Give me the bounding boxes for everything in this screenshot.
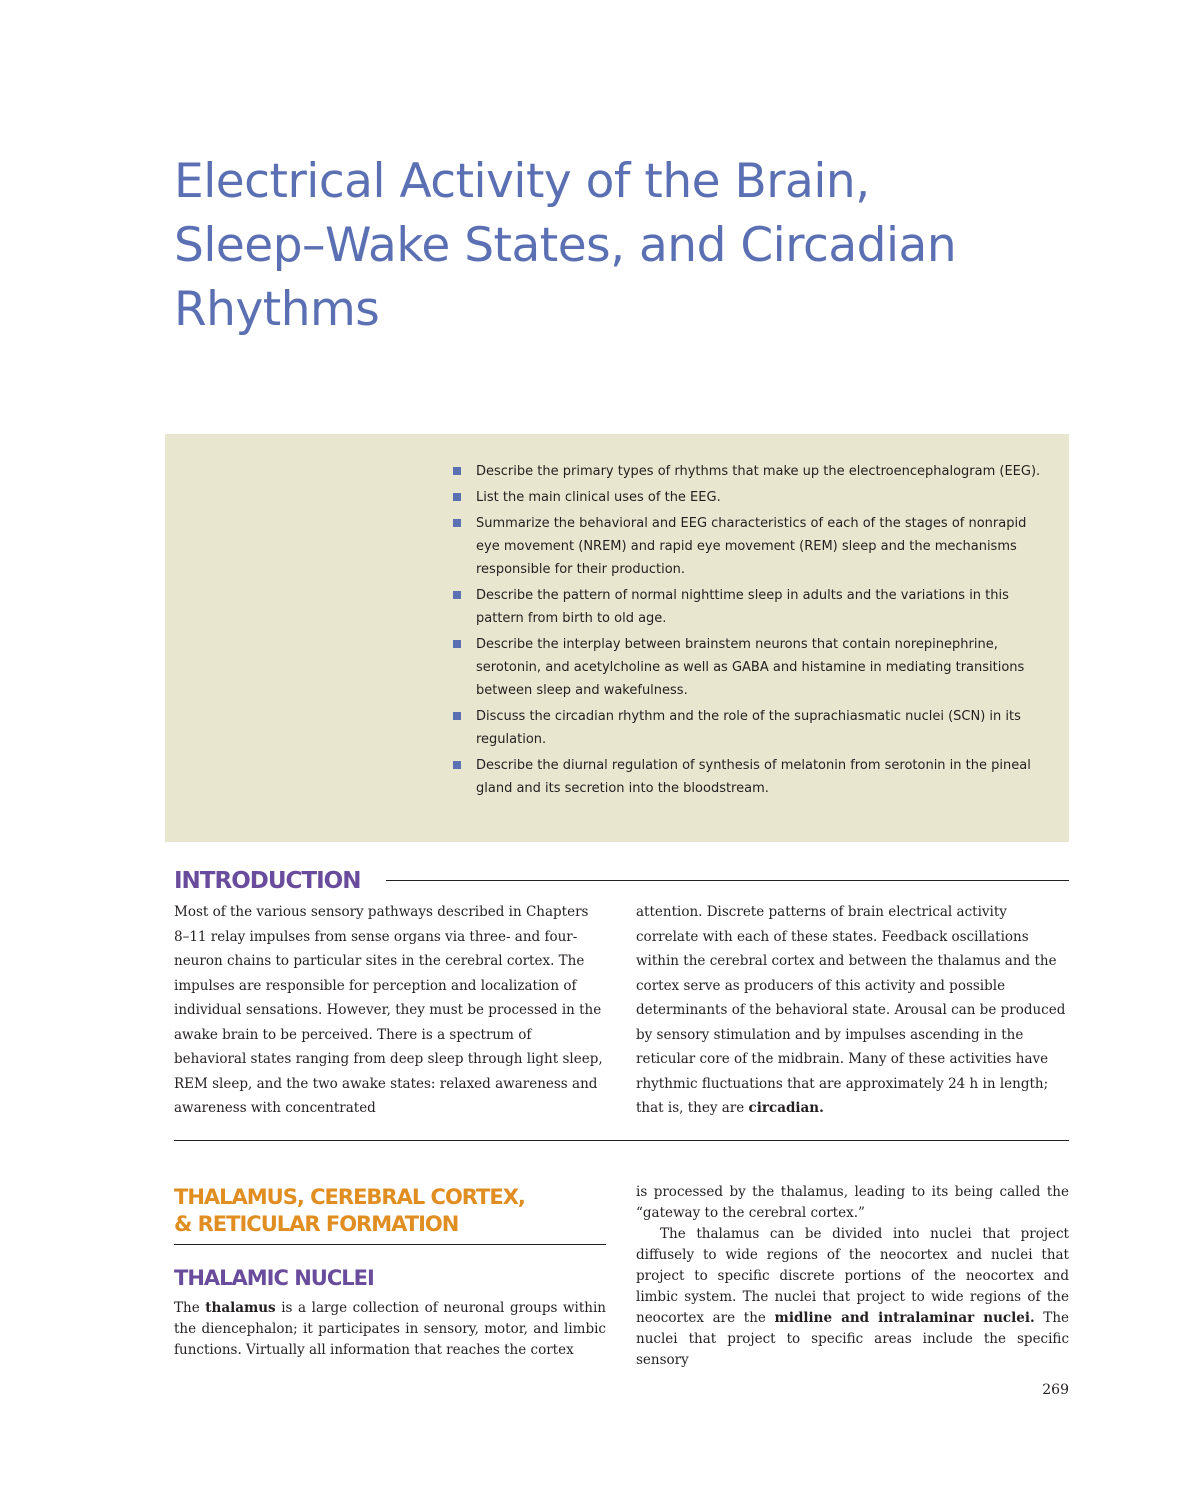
- thalamus-paragraph: [636, 1224, 1069, 1371]
- square-bullet-icon: [453, 640, 461, 648]
- paragraph-text: The nuclei that project to specific areas include the specific sensory: [636, 1310, 1069, 1368]
- square-bullet-icon: [453, 467, 461, 475]
- square-bullet-icon: [453, 591, 461, 599]
- bold-term: circadian.: [748, 1100, 824, 1116]
- objective-item: [453, 512, 1053, 581]
- introduction-heading: INTRODUCTION: [174, 868, 361, 894]
- bold-term: midline and intralaminar nuclei.: [774, 1310, 1035, 1326]
- bold-term: thalamus: [205, 1300, 276, 1316]
- objective-item: [453, 705, 1053, 751]
- square-bullet-icon: [453, 519, 461, 527]
- chapter-title: [174, 150, 1074, 342]
- objective-text: Discuss the circadian rhythm and the role of the suprachiasmatic nuclei (SCN) in its regulation.: [476, 709, 1021, 747]
- objective-item: [453, 584, 1053, 630]
- objective-item: [453, 486, 1053, 509]
- section-heading-line: THALAMUS, CEREBRAL CORTEX,: [174, 1185, 525, 1209]
- thalamus-left-column: [174, 1298, 606, 1361]
- objective-text: List the main clinical uses of the EEG.: [476, 490, 721, 505]
- objectives-list: [453, 460, 1053, 803]
- section-heading: [174, 1184, 606, 1238]
- chapter-title-line: Electrical Activity of the Brain,: [174, 154, 870, 209]
- page-number: 269: [1042, 1382, 1069, 1398]
- objective-item: [453, 633, 1053, 702]
- square-bullet-icon: [453, 493, 461, 501]
- objective-text: Describe the pattern of normal nighttime sleep in adults and the variations in this pattern from birth to old age.: [476, 588, 1009, 626]
- objective-text: Describe the primary types of rhythms that make up the electroencephalogram (EEG).: [476, 464, 1041, 479]
- paragraph-text: attention. Discrete patterns of brain electrical activity correlate with each of these states. Feedback oscillations within the cerebral cortex and between the thalamus and the cortex serve as producers of this activity and possible determinants of the behavioral state. Arousal can be produced by sensory stimulation and by impulses ascending in the reticular core of the midbrain. Many of these activities have rhythmic fluctuations that are approximately 24 h in length; that is, they are: [636, 904, 1066, 1116]
- introduction-header: [174, 864, 1069, 898]
- square-bullet-icon: [453, 761, 461, 769]
- thalamus-paragraph: [174, 1298, 606, 1361]
- heading-rule: [386, 880, 1069, 881]
- objective-item: [453, 754, 1053, 800]
- section-heading-line: & RETICULAR FORMATION: [174, 1212, 459, 1236]
- square-bullet-icon: [453, 712, 461, 720]
- objective-text: Describe the interplay between brainstem neurons that contain norepinephrine, serotonin, and acetylcholine as well as GABA and histamine in mediating transitions between sleep and wakefulness.: [476, 637, 1025, 698]
- thalamus-right-column: [636, 1182, 1069, 1371]
- heading-rule: [174, 1244, 606, 1245]
- introduction-right-column: [636, 900, 1066, 1121]
- paragraph-text: The: [174, 1300, 206, 1316]
- introduction-paragraph: Most of the various sensory pathways described in Chapters 8–11 relay impulses from sense organs via three- and four-neuron chains to particular sites in the cerebral cortex. The impulses are responsible for perception and localization of individual sensations. However, they must be processed in the awake brain to be perceived. There is a spectrum of behavioral states ranging from deep sleep through light sleep, REM sleep, and the two awake states: relaxed awareness and awareness with concentrated: [174, 904, 603, 1116]
- paragraph-text: is a large collection of neuronal groups within the diencephalon; it participates in sensory, motor, and limbic functions. Virtually all information that reaches the cortex: [174, 1300, 606, 1358]
- chapter-title-line: Sleep–Wake States, and Circadian: [174, 218, 957, 273]
- thalamus-paragraph: is processed by the thalamus, leading to its being called the “gateway to the cerebral cortex.”: [636, 1184, 1069, 1221]
- subsection-heading: THALAMIC NUCLEI: [174, 1266, 374, 1290]
- objective-text: Describe the diurnal regulation of synthesis of melatonin from serotonin in the pineal gland and its secretion into the bloodstream.: [476, 758, 1031, 796]
- objective-item: [453, 460, 1053, 483]
- chapter-title-line: Rhythms: [174, 282, 380, 337]
- introduction-paragraph-continued: [636, 900, 1066, 1121]
- introduction-left-column: [174, 900, 604, 1121]
- paragraph-text: The thalamus can be divided into nuclei that project diffusely to wide regions of the neocortex and nuclei that project to specific discrete portions of the neocortex and limbic system. The nuclei that project to wide regions of the neocortex are the: [636, 1226, 1069, 1326]
- section-divider: [174, 1140, 1069, 1141]
- objective-text: Summarize the behavioral and EEG characteristics of each of the stages of nonrapid eye movement (NREM) and rapid eye movement (REM) sleep and the mechanisms responsible for their production.: [476, 516, 1027, 577]
